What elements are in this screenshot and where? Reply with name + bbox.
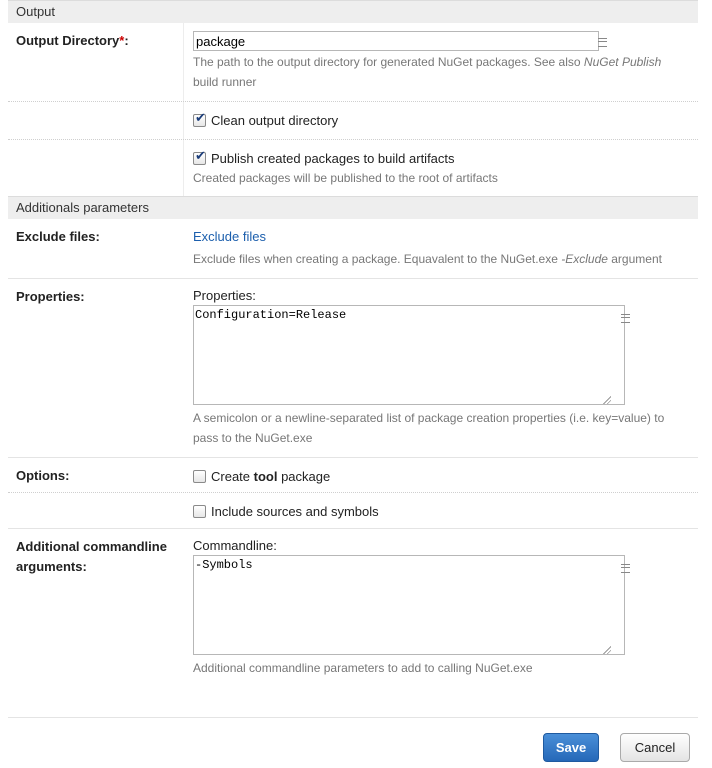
exclude-files-link[interactable]: Exclude files [193, 229, 266, 244]
clean-output-checkbox[interactable] [193, 114, 206, 127]
symbols-label-spacer [8, 493, 184, 528]
commandline-row [8, 528, 698, 687]
include-symbols-checkbox-label: Include sources and symbols [211, 503, 379, 519]
publish-artifacts-checkbox[interactable] [193, 152, 206, 165]
properties-sublabel: Properties: [193, 288, 256, 303]
properties-textarea[interactable]: Configuration=Release [193, 305, 625, 405]
output-directory-row [8, 23, 698, 101]
create-tool-label-bold: tool [253, 468, 278, 484]
commandline-list-icon[interactable] [621, 564, 630, 573]
clean-output-checkbox-label: Clean output directory [211, 112, 339, 128]
publish-artifacts-option[interactable] [193, 148, 698, 168]
properties-list-icon[interactable] [621, 314, 630, 323]
output-directory-label [8, 23, 184, 101]
exclude-files-value [184, 219, 698, 278]
symbols-row [8, 492, 698, 528]
button-bar [8, 718, 698, 768]
section-header-output: Output [8, 0, 698, 23]
create-tool-label-pre: Create [211, 468, 254, 484]
clean-output-value [184, 102, 698, 139]
output-directory-note-text: The path to the output directory for generated NuGet packages. See also [193, 55, 584, 69]
publish-artifacts-label-spacer [8, 140, 184, 196]
symbols-value [184, 493, 698, 528]
commandline-textarea[interactable]: -Symbols [193, 555, 625, 655]
create-tool-option[interactable] [193, 466, 698, 486]
commandline-note: Additional commandline parameters to add to calling NuGet.exe [193, 661, 533, 675]
output-directory-note-suffix: build runner [193, 75, 257, 89]
create-tool-checkbox-label [211, 469, 330, 484]
clean-output-option[interactable] [193, 110, 698, 130]
required-mark: * [119, 33, 125, 48]
exclude-files-note-suffix: argument [607, 252, 662, 266]
clean-output-row [8, 101, 698, 139]
nuget-pack-settings-form [8, 0, 698, 768]
publish-artifacts-note: Created packages will be published to the root of artifacts [193, 171, 498, 185]
include-symbols-option[interactable] [193, 501, 698, 521]
properties-row [8, 278, 698, 457]
commandline-resize-grip[interactable] [602, 645, 611, 654]
section-header-additional: Additionals parameters [8, 196, 698, 219]
create-tool-checkbox[interactable] [193, 470, 206, 483]
output-directory-value [184, 23, 698, 101]
output-directory-input[interactable] [193, 31, 599, 51]
properties-resize-grip[interactable] [602, 395, 611, 404]
properties-label: Properties: [16, 289, 85, 304]
properties-note: A semicolon or a newline-separated list of package creation properties (i.e. key=value) to pass to the NuGet.exe [193, 411, 665, 445]
save-button[interactable]: Save [543, 733, 599, 762]
create-tool-label-post: package [277, 468, 331, 484]
publish-artifacts-row [8, 139, 698, 196]
exclude-files-note [193, 249, 698, 269]
publish-artifacts-value [184, 140, 698, 196]
nuget-publish-ref: NuGet Publish [583, 55, 662, 69]
exclude-files-row [8, 219, 698, 278]
output-directory-label-colon: : [124, 33, 129, 48]
commandline-label: Additional commandline arguments: [16, 539, 167, 574]
cancel-button[interactable]: Cancel [620, 733, 690, 762]
output-directory-note [193, 52, 663, 92]
output-directory-label-text: Output Directory [16, 33, 120, 48]
exclude-files-note-text: Exclude files when creating a package. Equavalent to the NuGet.exe [193, 252, 562, 266]
exclude-files-label: Exclude files: [16, 229, 100, 244]
clean-output-label-spacer [8, 102, 184, 139]
create-tool-value [184, 458, 698, 492]
properties-list-icon[interactable] [598, 38, 607, 47]
commandline-sublabel: Commandline: [193, 538, 277, 553]
publish-artifacts-checkbox-label: Publish created packages to build artifacts [211, 150, 455, 166]
options-row [8, 457, 698, 492]
commandline-value [184, 529, 698, 687]
include-symbols-checkbox[interactable] [193, 505, 206, 518]
options-label: Options: [16, 468, 70, 483]
exclude-arg-ref: -Exclude [561, 252, 608, 266]
properties-value [184, 279, 698, 457]
